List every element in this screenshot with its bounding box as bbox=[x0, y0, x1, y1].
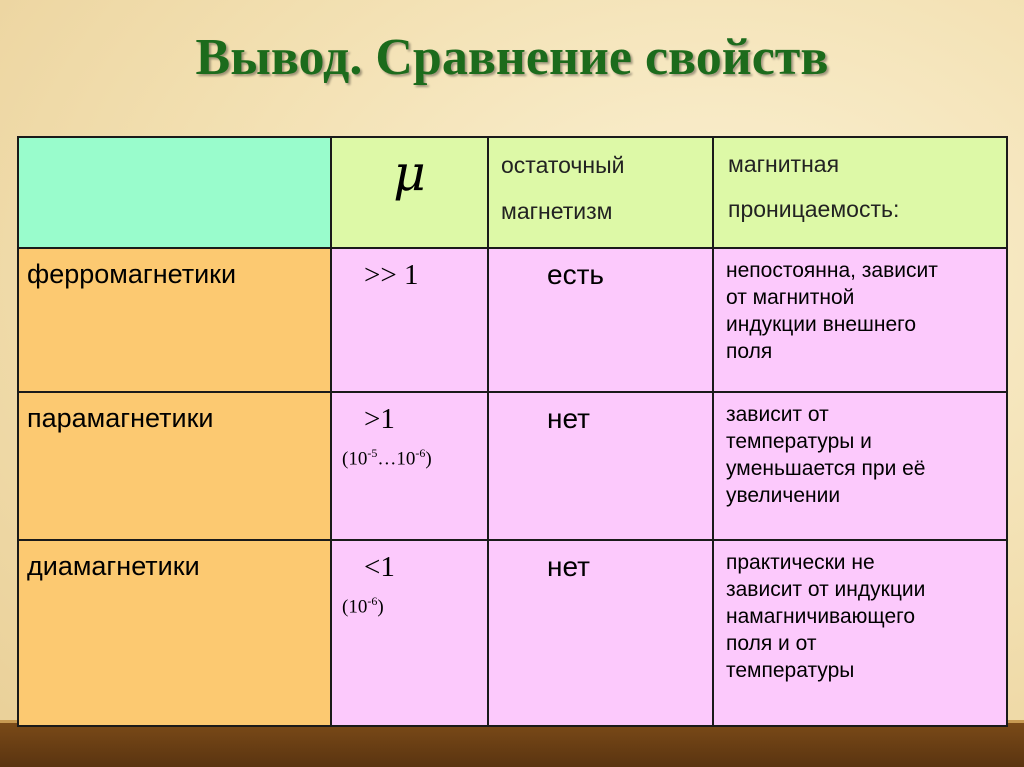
mu-value: >> 1 bbox=[364, 259, 419, 291]
row-permeability-cell bbox=[713, 540, 1007, 726]
row-remnant-cell bbox=[488, 540, 713, 726]
mu-symbol: μ bbox=[393, 144, 426, 202]
row-remnant-cell bbox=[488, 248, 713, 392]
row-permeability-cell bbox=[713, 248, 1007, 392]
row-mu-cell bbox=[331, 540, 488, 726]
row-name-cell bbox=[18, 248, 331, 392]
table-header-row bbox=[18, 137, 1007, 248]
mu-range: $(10^{-6})$ bbox=[342, 594, 384, 618]
slide-title: Вывод. Сравнение свойств bbox=[195, 29, 829, 86]
remnant-value: нет bbox=[547, 551, 590, 582]
mu-value: >1 bbox=[364, 403, 395, 435]
remnant-value: нет bbox=[547, 403, 590, 434]
header-remnant-label: остаточный магнетизм bbox=[501, 152, 625, 224]
table-row-diamagnetics bbox=[18, 540, 1007, 726]
row-name-cell bbox=[18, 392, 331, 540]
row-permeability-cell bbox=[713, 392, 1007, 540]
remnant-value: есть bbox=[547, 259, 604, 290]
row-mu-cell bbox=[331, 392, 488, 540]
bottom-decor-band bbox=[0, 723, 1024, 767]
row-remnant-cell bbox=[488, 392, 713, 540]
table-row-paramagnetics bbox=[18, 392, 1007, 540]
header-corner-cell bbox=[18, 137, 331, 248]
permeability-description: непостоянна, зависит от магнитной индукции внешнего поля bbox=[726, 259, 938, 363]
header-mu-cell bbox=[331, 137, 488, 248]
mu-range: $(10^{-5}\dots 10^{-6})$ bbox=[342, 446, 432, 470]
comparison-table bbox=[17, 136, 1008, 727]
row-mu-cell bbox=[331, 248, 488, 392]
table-row-ferromagnetics bbox=[18, 248, 1007, 392]
material-name: диамагнетики bbox=[27, 551, 200, 581]
mu-value: <1 bbox=[364, 551, 395, 583]
header-permeability-label: магнитная проницаемость: bbox=[728, 151, 900, 222]
permeability-description: практически не зависит от индукции намагничивающего поля и от температуры bbox=[726, 551, 926, 682]
permeability-description: зависит от температуры и уменьшается при её увеличении bbox=[726, 403, 926, 507]
header-permeability-cell bbox=[713, 137, 1007, 248]
material-name: ферромагнетики bbox=[27, 259, 237, 289]
header-remnant-cell bbox=[488, 137, 713, 248]
row-name-cell bbox=[18, 540, 331, 726]
material-name: парамагнетики bbox=[27, 403, 214, 433]
